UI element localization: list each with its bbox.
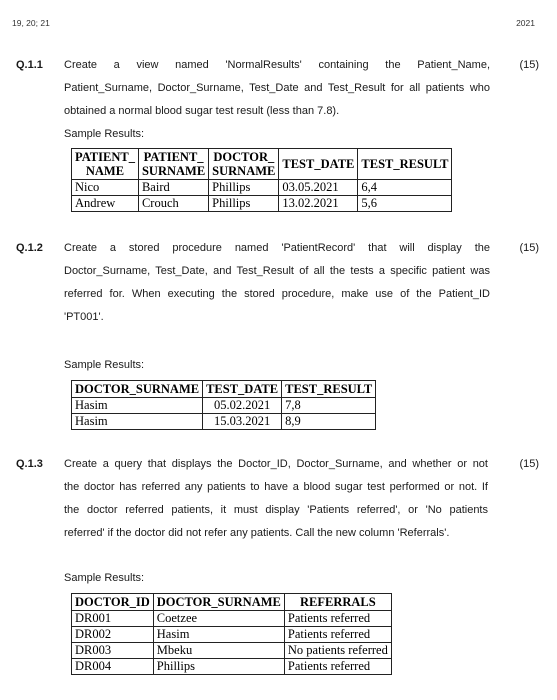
- question-text: [64, 453, 488, 545]
- sample-results-label: Sample Results:: [64, 128, 145, 140]
- column-header: TEST_RESULT: [358, 149, 452, 180]
- table-cell: Coetzee: [153, 611, 284, 627]
- question-line: Create a view named 'NormalResults' containing the Patient_Name,: [64, 59, 490, 71]
- table-cell: 8,9: [282, 414, 376, 430]
- question-line: Create a query that displays the Doctor_ID, Doctor_Surname, and whether or not: [64, 458, 488, 470]
- question-line: Doctor_Surname, Test_Date, and Test_Result of all the tests a specific patient was: [64, 265, 490, 277]
- table-cell: 6,4: [358, 180, 452, 196]
- table-cell: Baird: [138, 180, 208, 196]
- question-text: [64, 54, 490, 123]
- table-header-row: [72, 149, 452, 180]
- question-text: [64, 237, 490, 329]
- table-row: [72, 611, 392, 627]
- column-header: DOCTOR_ SURNAME: [209, 149, 279, 180]
- table-cell: 03.05.2021: [279, 180, 358, 196]
- table-header-row: [72, 381, 376, 398]
- table-cell: No patients referred: [284, 643, 391, 659]
- sample-results-table: [71, 593, 392, 675]
- table-row: [72, 196, 452, 212]
- question-line: referred' if the doctor did not refer any patients. Call the new column 'Referrals'.: [64, 527, 450, 539]
- column-header: TEST_DATE: [279, 149, 358, 180]
- table-cell: DR003: [72, 643, 154, 659]
- table-cell: Mbeku: [153, 643, 284, 659]
- table-cell: DR002: [72, 627, 154, 643]
- column-header: DOCTOR_SURNAME: [153, 594, 284, 611]
- table-cell: Andrew: [72, 196, 139, 212]
- table-cell: Patients referred: [284, 611, 391, 627]
- question-line: obtained a normal blood sugar test result (less than 7.8).: [64, 105, 340, 117]
- table-cell: 5,6: [358, 196, 452, 212]
- question-line: the doctor referred patients, it must display 'Patients referred', or 'No patients: [64, 504, 488, 516]
- header-year: 2021: [516, 18, 535, 28]
- table-row: [72, 414, 376, 430]
- table-cell: Hasim: [72, 398, 203, 414]
- question-line: Patient_Surname, Doctor_Surname, Test_Date and Test_Result for all patients who: [64, 82, 490, 94]
- table-cell: Crouch: [138, 196, 208, 212]
- sample-results-label: Sample Results:: [64, 359, 145, 371]
- table-cell: 13.02.2021: [279, 196, 358, 212]
- table-cell: Phillips: [209, 196, 279, 212]
- table-row: [72, 643, 392, 659]
- table-cell: DR001: [72, 611, 154, 627]
- table-cell: Hasim: [72, 414, 203, 430]
- column-header: REFERRALS: [284, 594, 391, 611]
- table-cell: Hasim: [153, 627, 284, 643]
- column-header: TEST_RESULT: [282, 381, 376, 398]
- question-marks: (15): [519, 242, 539, 254]
- table-row: [72, 398, 376, 414]
- table-header-row: [72, 594, 392, 611]
- table-cell: Phillips: [153, 659, 284, 675]
- question-marks: (15): [519, 458, 539, 470]
- sample-results-table: [71, 380, 376, 430]
- question-number: Q.1.2: [16, 242, 43, 254]
- question-marks: (15): [519, 59, 539, 71]
- question-line: Create a stored procedure named 'PatientRecord' that will display the: [64, 242, 490, 254]
- table-cell: Nico: [72, 180, 139, 196]
- column-header: DOCTOR_SURNAME: [72, 381, 203, 398]
- question-number: Q.1.1: [16, 59, 43, 71]
- sample-results-table: [71, 148, 452, 212]
- question-line: referred for. When executing the stored procedure, make use of the Patient_ID: [64, 288, 490, 300]
- table-cell: Patients referred: [284, 627, 391, 643]
- column-header: PATIENT_ SURNAME: [138, 149, 208, 180]
- sample-results-label: Sample Results:: [64, 572, 145, 584]
- table-row: [72, 659, 392, 675]
- table-cell: Phillips: [209, 180, 279, 196]
- question-line: 'PT001'.: [64, 311, 104, 323]
- header-left-text: 19, 20; 21: [12, 18, 50, 28]
- table-cell: 15.03.2021: [203, 414, 282, 430]
- table-cell: 05.02.2021: [203, 398, 282, 414]
- table-row: [72, 180, 452, 196]
- table-cell: DR004: [72, 659, 154, 675]
- table-row: [72, 627, 392, 643]
- question-line: the doctor has referred any patients to have a blood sugar test performed or not. If: [64, 481, 488, 493]
- table-cell: 7,8: [282, 398, 376, 414]
- column-header: DOCTOR_ID: [72, 594, 154, 611]
- column-header: TEST_DATE: [203, 381, 282, 398]
- column-header: PATIENT_ NAME: [72, 149, 139, 180]
- question-number: Q.1.3: [16, 458, 43, 470]
- table-cell: Patients referred: [284, 659, 391, 675]
